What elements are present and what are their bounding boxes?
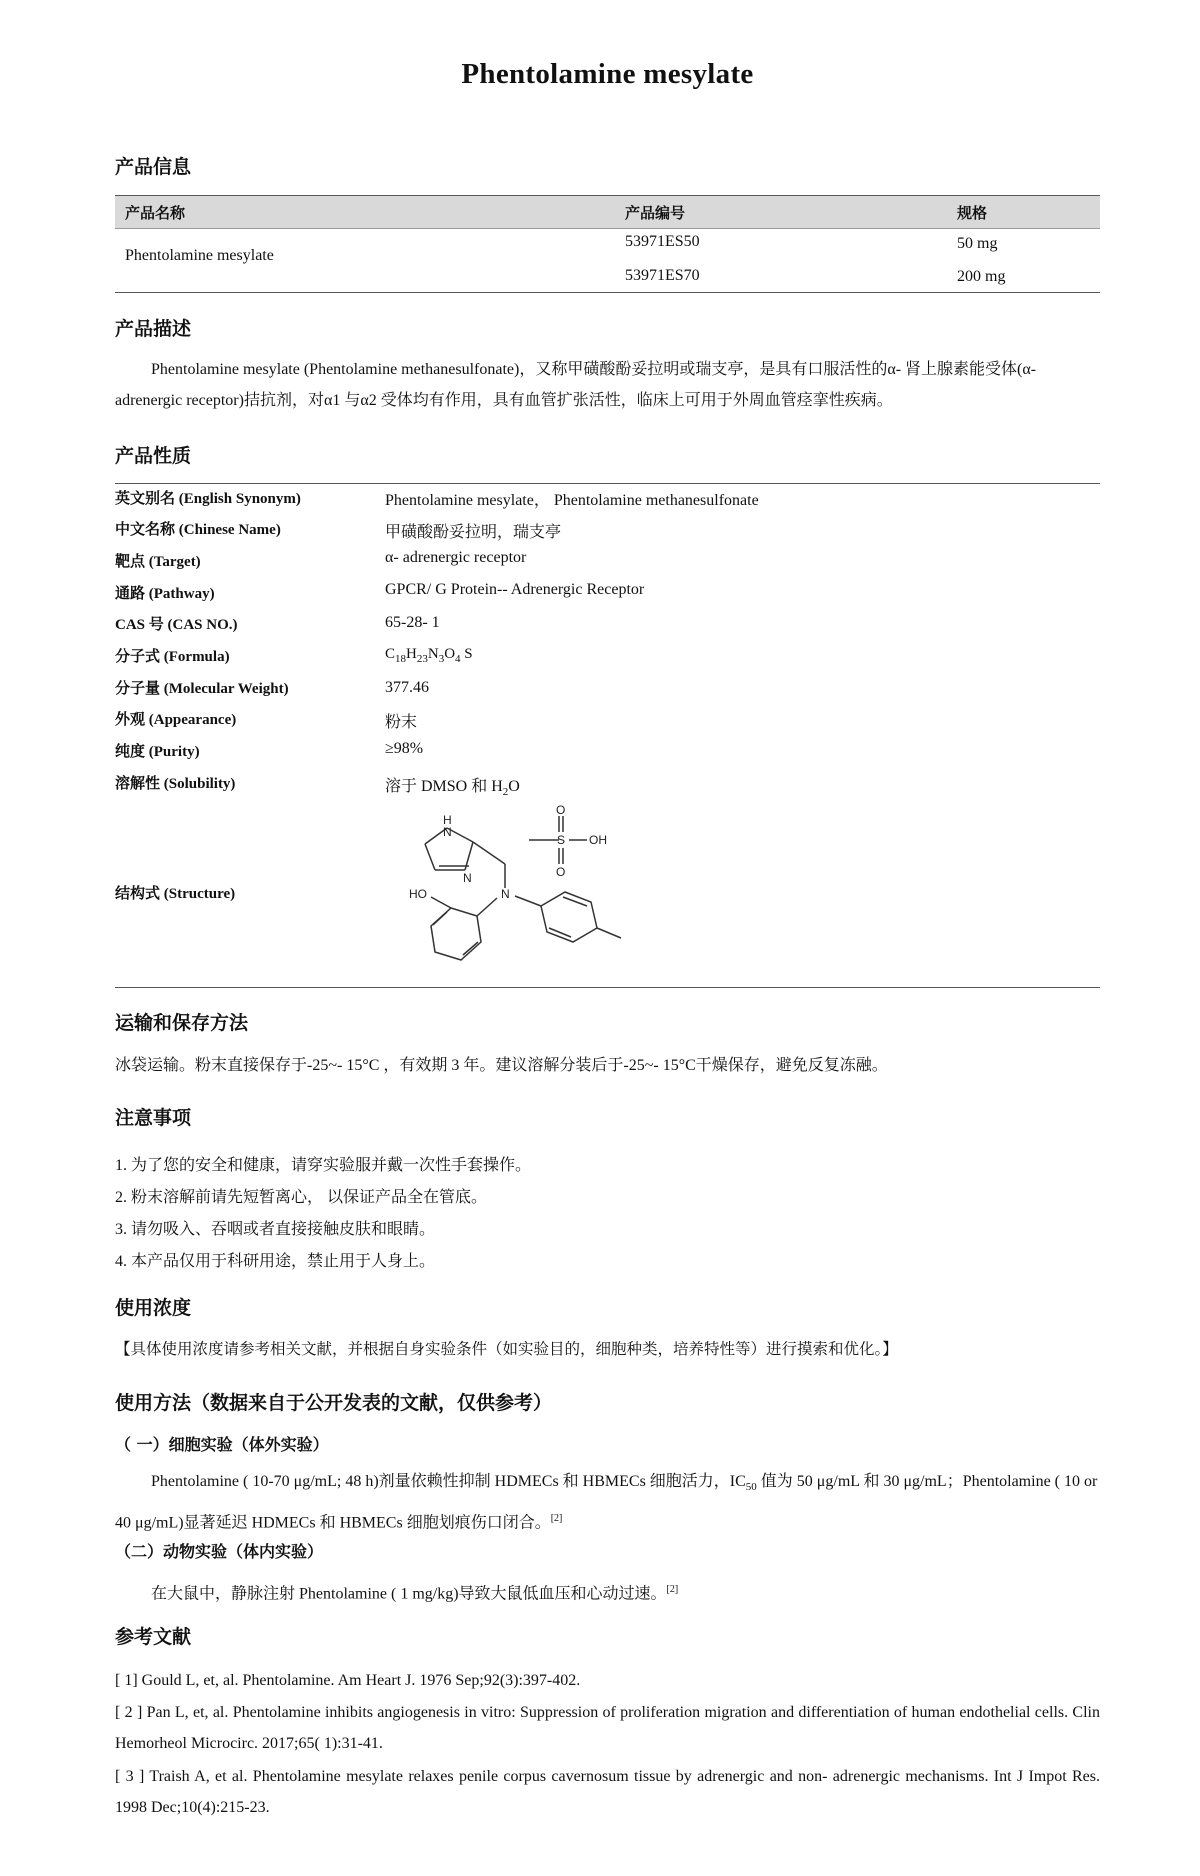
animal-experiment-text: 在大鼠中，静脉注射 Phentolamine ( 1 mg/kg)导致大鼠低血压和心动过速。[2]: [151, 1584, 679, 1603]
column-header-code: 产品编号: [625, 204, 686, 222]
prop-label-appearance: 外观 (Appearance): [115, 712, 237, 728]
prop-value-pathway: GPCR/ G Protein-- Adrenergic Receptor: [385, 581, 645, 598]
section-heading-methods: 使用方法（数据来自于公开发表的文献，仅供参考）: [115, 1392, 553, 1414]
note-item-1: 1. 为了您的安全和健康，请穿实验服并戴一次性手套操作。: [115, 1157, 532, 1174]
reference-item-1: [ 1] Gould L, et, al. Phentolamine. Am Heart J. 1976 Sep;92(3):397-402.: [115, 1672, 581, 1689]
prop-value-solubility: 溶于 DMSO 和 $H_2O$: [385, 778, 520, 799]
description-text: Phentolamine mesylate (Phentolamine methanesulfonate)，又称甲磺酸酚妥拉明或瑞支亭，是具有口服活性的α- 肾上腺素能受体(α-adrenergic receptor)拮抗剂，对α1 与α2 受体均有作用，具有血管扩张活性，临床上可用于外周血管痉挛性疾病。: [115, 361, 1037, 409]
atom-label-n-ring-bottom: N: [463, 871, 472, 885]
atom-label-oh: OH: [589, 833, 607, 847]
prop-value-cas: 65-28- 1: [385, 614, 440, 631]
section-heading-properties: 产品性质: [115, 445, 192, 467]
product-code-2: 53971ES70: [625, 267, 700, 284]
subheading-animal-experiment: （二）动物实验（体内实验）: [115, 1542, 324, 1561]
product-name-cell: Phentolamine mesylate: [125, 247, 274, 264]
subheading-cell-experiment: （ 一）细胞实验（体外实验）: [115, 1435, 329, 1454]
note-item-3: 3. 请勿吸入、吞咽或者直接接触皮肤和眼睛。: [115, 1221, 436, 1238]
prop-value-purity: ≥98%: [385, 740, 424, 757]
prop-label-cas: CAS 号 (CAS NO.): [115, 617, 238, 633]
prop-label-mw: 分子量 (Molecular Weight): [115, 681, 289, 697]
properties-top-rule: [115, 483, 1100, 484]
product-spec-2: 200 mg: [957, 268, 1006, 285]
note-item-2: 2. 粉末溶解前请先短暂离心， 以保证产品全在管底。: [115, 1189, 488, 1206]
atom-label-n-amine: N: [501, 887, 510, 901]
prop-value-formula: $C_{18}H_{23}N_3O_4$ S: [385, 646, 473, 665]
prop-label-solubility: 溶解性 (Solubility): [115, 776, 236, 792]
prop-value-mw: 377.46: [385, 679, 429, 696]
page-title: Phentolamine mesylate: [461, 58, 754, 90]
prop-value-synonym: Phentolamine mesylate， Phentolamine methanesulfonate: [385, 492, 759, 509]
properties-bottom-rule: [115, 987, 1100, 988]
structure-atom-labels: [409, 803, 607, 901]
column-header-spec: 规格: [957, 204, 988, 222]
chemical-structure-image: [377, 802, 737, 987]
section-heading-description: 产品描述: [115, 318, 192, 340]
prop-value-appearance: 粉末: [385, 714, 418, 731]
prop-label-pathway: 通路 (Pathway): [115, 586, 215, 602]
citation-ref-2[interactable]: [2]: [550, 1513, 563, 1525]
storage-text: 冰袋运输。粉末直接保存于-25~- 15°C ，有效期 3 年。建议溶解分装后于-25~- 15°C干燥保存，避免反复冻融。: [115, 1057, 888, 1074]
cell-experiment-text: Phentolamine ( 10-70 μg/mL; 48 h)剂量依赖性抑制 HDMECs 和 HBMECs 细胞活力，$IC_{50}$ 值为 50 μg/mL 和 30 μg/mL；Phentolamine ( 10 or 40 μg/mL)显著延迟 HDMECs 和 HBMECs 细胞划痕伤口闭合。[2]: [115, 1473, 1098, 1532]
product-code-1: 53971ES50: [625, 233, 700, 250]
prop-label-structure: 结构式 (Structure): [115, 886, 236, 902]
prop-label-synonym: 英文别名 (English Synonym): [115, 491, 301, 507]
prop-value-target: α- adrenergic receptor: [385, 549, 527, 566]
atom-label-n-ring-top: N: [443, 825, 452, 839]
prop-label-formula: 分子式 (Formula): [115, 649, 230, 665]
prop-label-chinese-name: 中文名称 (Chinese Name): [115, 522, 281, 538]
section-heading-product-info: 产品信息: [115, 156, 192, 178]
citation-ref-2-animal[interactable]: [2]: [666, 1584, 679, 1595]
section-heading-storage: 运输和保存方法: [115, 1012, 249, 1034]
section-heading-concentration: 使用浓度: [115, 1297, 192, 1319]
prop-label-target: 靶点 (Target): [115, 554, 201, 570]
concentration-text: 【具体使用浓度请参考相关文献，并根据自身实验条件（如实验目的，细胞种类，培养特性等）进行摸索和优化。】: [115, 1340, 898, 1358]
atom-label-ho: HO: [409, 887, 427, 901]
product-table-header: [115, 195, 1100, 229]
reference-item-2: [ 2 ] Pan L, et, al. Phentolamine inhibits angiogenesis in vitro: Suppression of proliferation migration and differentiation of human endothelial cells. Clin Hemorheol Microcirc. 2017;65( 1):31-41.: [115, 1704, 1100, 1752]
atom-label-o-bottom: O: [556, 865, 566, 879]
section-heading-references: 参考文献: [115, 1626, 192, 1648]
section-heading-notes: 注意事项: [115, 1107, 192, 1129]
product-spec-1: 50 mg: [957, 235, 998, 252]
atom-label-s: S: [557, 833, 566, 847]
reference-item-3: [ 3 ] Traish A, et al. Phentolamine mesylate relaxes penile corpus cavernosum tissue by adrenergic and non- adrenergic mechanisms. Int J Impot Res. 1998 Dec;10(4):215-23.: [115, 1768, 1100, 1816]
product-table-bottom-rule: [115, 292, 1100, 293]
column-header-name: 产品名称: [125, 204, 186, 222]
prop-label-purity: 纯度 (Purity): [115, 744, 200, 760]
note-item-4: 4. 本产品仅用于科研用途，禁止用于人身上。: [115, 1253, 436, 1270]
prop-value-chinese-name: 甲磺酸酚妥拉明，瑞支亭: [385, 524, 562, 541]
atom-label-nh: H: [443, 813, 452, 827]
atom-label-o-top: O: [556, 803, 566, 817]
